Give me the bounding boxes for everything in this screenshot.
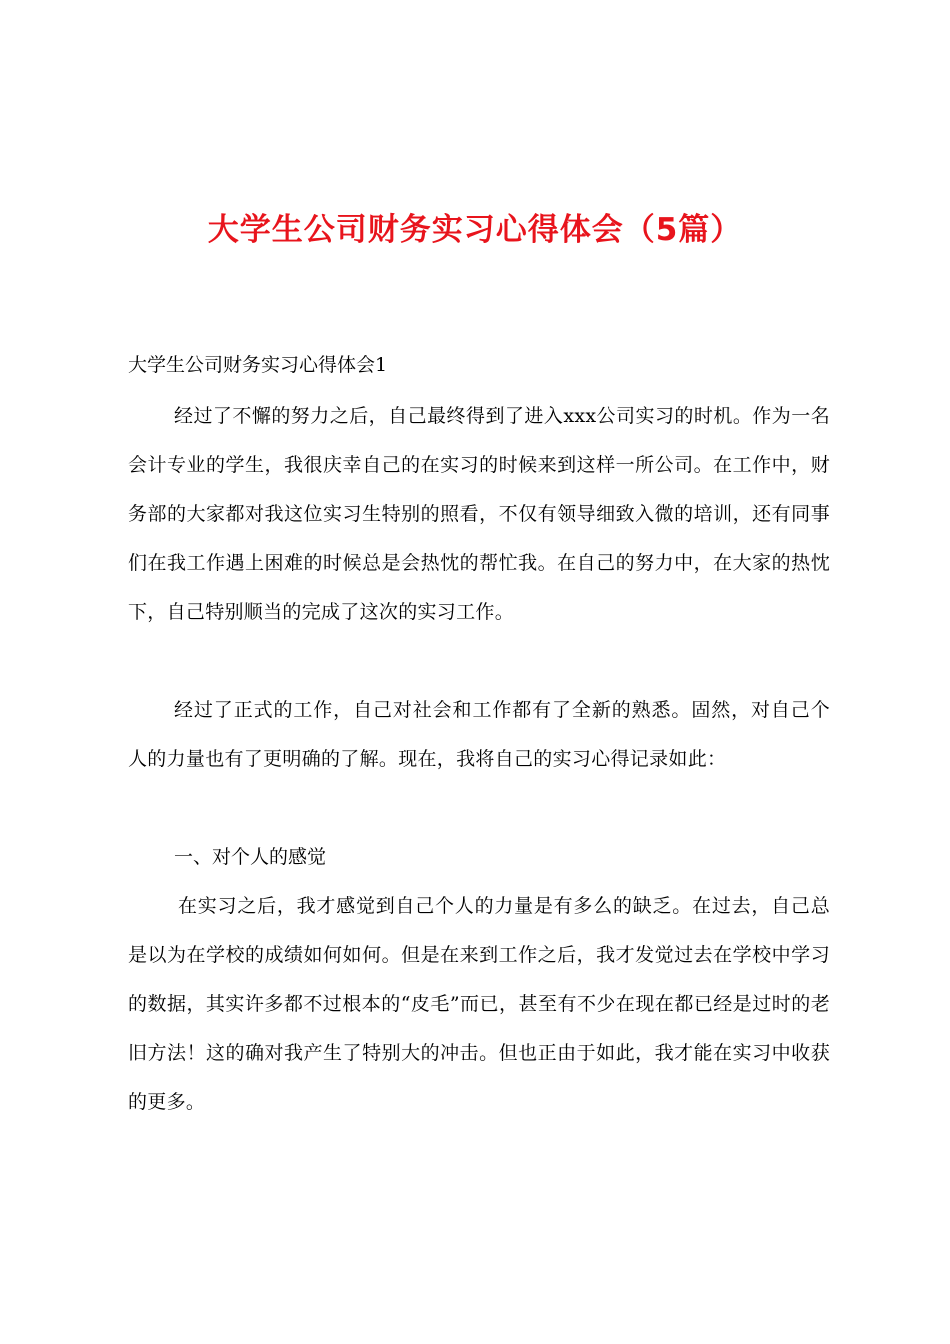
paragraph-overview: 经过了正式的工作，自己对社会和工作都有了全新的熟悉。固然，对自己个人的力量也有了更明确的了解。现在，我将自己的实习心得记录如此：: [128, 699, 830, 770]
document-title: 大学生公司财务实习心得体会（5篇）: [207, 212, 743, 248]
paragraph-intro: 经过了不懈的努力之后，自己最终得到了进入xxx公司实习的时机。作为一名会计专业的学生，我很庆幸自己的在实习的时候来到这样一所公司。在工作中，财务部的大家都对我这位实习生特别的照看，不仅有领导细致入微的培训，还有同事们在我工作遇上困难的时候总是会热忱的帮忙我。在自己的努力中，在大家的热忱下，自己特别顺当的完成了这次的实习工作。: [128, 405, 830, 623]
section-subtitle: 大学生公司财务实习心得体会1: [128, 354, 388, 376]
paragraph-personal-feeling: 在实习之后，我才感觉到自己个人的力量是有多么的缺乏。在过去，自己总是以为在学校的成绩如何如何。但是在来到工作之后，我才发觉过去在学校中学习的数据，其实许多都不过根本的“皮毛”而已，甚至有不少在现在都已经是过时的老旧方法！这的确对我产生了特别大的冲击。但也正由于如此，我才能在实习中收获的更多。: [128, 895, 830, 1113]
section-heading: 一、对个人的感觉: [174, 846, 327, 868]
